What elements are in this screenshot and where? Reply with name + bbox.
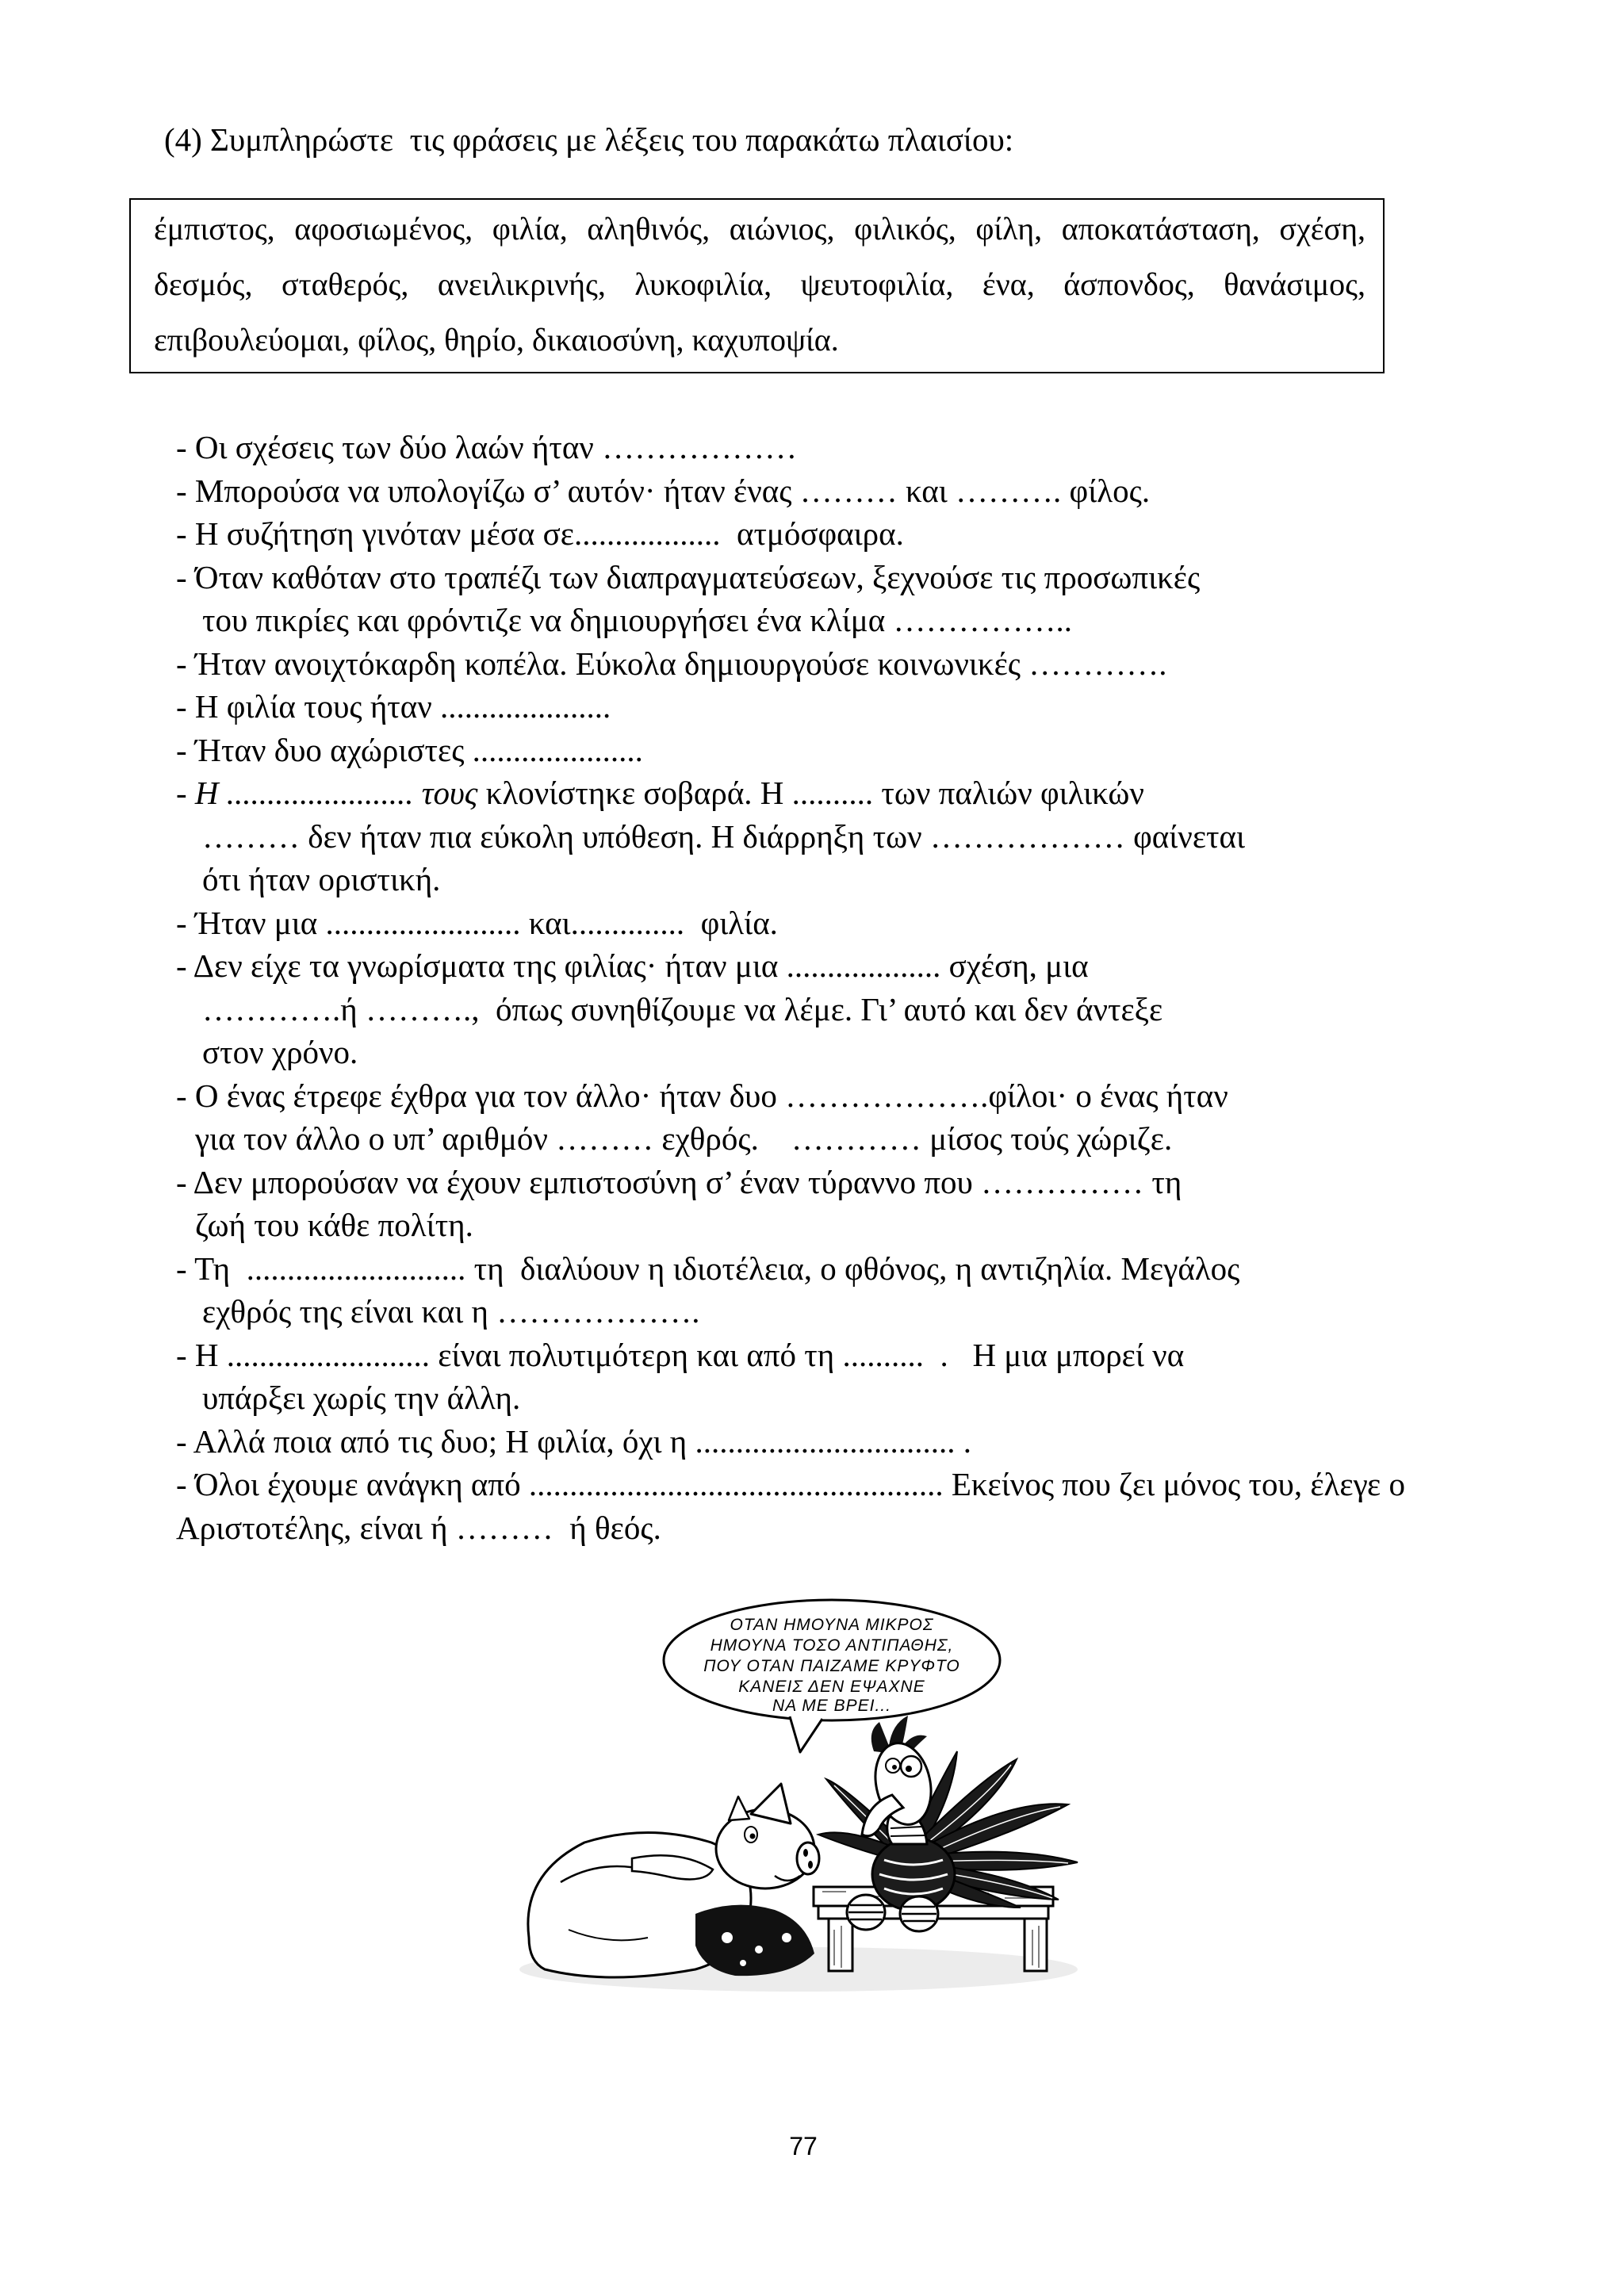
sentence-line: - Όλοι έχουμε ανάγκη από ................................................... Εκείνος που ζει μόνος του, έλεγε ο <box>176 1466 1406 1502</box>
sentence-line: - Μπορούσα να υπολογίζω σ’ αυτόν· ήταν ένας ……… και ………. φίλος. <box>176 472 1151 509</box>
sentence-part: κλονίστηκε σοβαρά. Η .......... των παλιών φιλικών <box>477 775 1144 811</box>
word-box-line: δεσμός, σταθερός, ανειλικρινής, λυκοφιλία, ψευτοφιλία, ένα, άσπονδος, θανάσιμος, <box>154 266 1365 302</box>
sentence-line: - Δεν είχε τα γνωρίσματα της φιλίας· ήταν μια ................... σχέση, μια <box>176 947 1089 984</box>
sentence-line: - Η συζήτηση γινόταν μέσα σε.................. ατμόσφαιρα. <box>176 515 904 552</box>
word-box <box>129 198 1385 373</box>
speech-bubble-line: ΗΜΟΥΝΑ ΤΟΣΟ ΑΝΤΙΠΑΘΗΣ, <box>710 1636 954 1655</box>
speech-bubble-line: ΟΤΑΝ ΗΜΟΥΝΑ ΜΙΚΡΟΣ <box>730 1616 934 1634</box>
sentence-line: - Η φιλία τους ήταν ..................... <box>176 688 611 725</box>
sentence-line: για τον άλλο ο υπ’ αριθμόν ……… εχθρός. ………… μίσος τούς χώριζε. <box>195 1120 1173 1157</box>
sentence-line: ζωή του κάθε πολίτη. <box>195 1207 473 1243</box>
sentence-line: - Ήταν ανοιχτόκαρδη κοπέλα. Εύκολα δημιουργούσε κοινωνικές …………. <box>176 645 1167 682</box>
word-box-line: έμπιστος, αφοσιωμένος, φιλία, αληθινός, αιώνιος, φιλικός, φίλη, αποκατάσταση, σχέση, <box>154 211 1365 247</box>
page-number: 77 <box>789 2132 818 2160</box>
sentence-line <box>176 771 1405 815</box>
pig <box>528 1784 819 1977</box>
sentence-line: - Οι σχέσεις των δύο λαών ήταν ……………… <box>176 429 798 465</box>
sentence-dash: - <box>176 775 195 811</box>
sentence-line: του πικρίες και φρόντιζε να δημιουργήσει ένα κλίμα …………….. <box>202 602 1073 638</box>
sentence-line: ότι ήταν οριστική. <box>202 861 441 897</box>
sentence-line: - Ο ένας έτρεφε έχθρα για τον άλλο· ήταν δυο ……………….φίλοι· ο ένας ήταν <box>176 1077 1228 1114</box>
cartoon-drawing <box>513 1597 1092 1992</box>
sentence-line: εχθρός της είναι και η ………………. <box>202 1293 700 1330</box>
sentence-line: Αριστοτέλης, είναι ή ……… ή θεός. <box>176 1509 661 1546</box>
sentence-line: - Δεν μπορούσαν να έχουν εμπιστοσύνη σ’ έναν τύραννο που …………… τη <box>176 1163 1182 1200</box>
sentence-line: ……… δεν ήταν πια εύκολη υπόθεση. Η διάρρηξη των ……………… φαίνεται <box>202 817 1246 855</box>
sentence-line: - Ήταν μια ........................ και.............. φιλία. <box>176 904 778 941</box>
sentence-line: ………….ή ………., όπως συνηθίζουμε να λέμε. Γι’ αυτό και δεν άντεξε <box>202 990 1163 1027</box>
exercise-heading: (4) Συμπληρώστε τις φράσεις με λέξεις του παρακάτω πλαισίου: <box>164 121 1014 158</box>
sentence-line: - Η ......................... είναι πολυτιμότερη και από τη .......... . Η μια μπορεί να <box>176 1336 1185 1373</box>
speech-bubble-line: ΚΑΝΕΙΣ ΔΕΝ ΕΨΑΧΝΕ <box>738 1678 925 1696</box>
sentence-line: - Αλλά ποια από τις δυο; Η φιλία, όχι η ................................ . <box>176 1422 971 1460</box>
sentence-line: - Όταν καθόταν στο τραπέζι των διαπραγματεύσεων, ξεχνούσε τις προσωπικές <box>176 558 1201 595</box>
bird-eye <box>901 1756 921 1777</box>
sentence-line: - Ήταν δυο αχώριστες ..................... <box>176 731 643 768</box>
pig-snout <box>797 1843 819 1874</box>
cartoon-illustration <box>513 1597 1092 1992</box>
speech-bubble-line: ΝΑ ΜΕ ΒΡΕΙ... <box>772 1697 891 1715</box>
sentence-line: υπάρξει χωρίς την άλλη. <box>202 1380 521 1416</box>
word-box-line: επιβουλεύομαι, φίλος, θηρίο, δικαιοσύνη, καχυποψία. <box>154 322 839 358</box>
sentence-italic-part: Η ....................... τους <box>194 775 478 811</box>
speech-bubble <box>664 1600 1000 1752</box>
sentence-line: στον χρόνο. <box>202 1034 358 1070</box>
speech-bubble-line: ΠΟΥ ΟΤΑΝ ΠΑΙΖΑΜΕ ΚΡΥΦΤΟ <box>703 1657 960 1675</box>
pig-dark-patch <box>695 1905 814 1976</box>
sentence-list <box>176 426 1405 1549</box>
sentence-line: - Τη ........................... τη διαλύουν η ιδιοτέλεια, ο φθόνος, η αντιζηλία. Μεγάλος <box>176 1249 1240 1287</box>
